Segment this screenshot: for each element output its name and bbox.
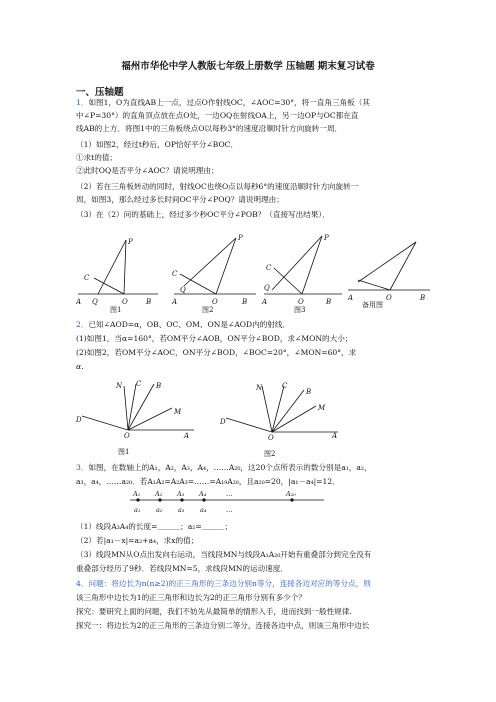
svg-text:M: M bbox=[174, 408, 182, 416]
q1-line3: 线AB的上方．将图1中的三角板绕点O以每秒3°的速度沿顺时针方向旋转一周． bbox=[76, 124, 343, 133]
svg-text:O: O bbox=[298, 298, 304, 306]
q3-text-1: 如图，在数轴上的A₁，A₂，A₃，A₄，……A₂₀，这20个点所表示的数分别是a₁，a₂， bbox=[88, 463, 372, 472]
svg-text:A: A bbox=[262, 298, 268, 306]
q4-line2: 该三角形中边长为1的正三角形和边长为2的正三角形分别有多少个？ bbox=[76, 593, 306, 602]
q1-sub3: （3）在（2）问的基础上，经过多少秒OC平分∠POB？（直接写出结果）． bbox=[76, 210, 330, 219]
q1-sub2b: 周，如图3，那么经过多长时间OC平分∠POQ？请说明理由； bbox=[76, 195, 284, 204]
q3-sub2: （2）若|a₁－x|=a₂+a₄，求x的值； bbox=[76, 536, 199, 545]
svg-text:B: B bbox=[242, 298, 248, 306]
q1-text-1: 如图1，O为直线AB上一点，过点O作射线OC，∠AOC=30°，将一直角三角板（其 bbox=[88, 98, 370, 107]
value-label-a2: a₂ bbox=[156, 506, 163, 514]
svg-text:Q: Q bbox=[180, 286, 186, 294]
q1-sub1: （1）如图2，经过t秒后，OP恰好平分∠BOC． bbox=[76, 140, 239, 149]
q3-sub1: （1）线段A₃A₄的长度=＿＿＿；a₂=＿＿＿； bbox=[76, 522, 233, 531]
svg-text:D: D bbox=[220, 418, 226, 426]
svg-text:C: C bbox=[266, 264, 272, 272]
svg-text:Q: Q bbox=[264, 284, 270, 292]
value-label-ellipsis: … bbox=[226, 506, 233, 514]
q4-number: 4． bbox=[76, 579, 89, 588]
svg-text:D: D bbox=[76, 416, 82, 424]
svg-text:O: O bbox=[122, 298, 128, 306]
svg-text:O: O bbox=[386, 294, 392, 302]
number-line bbox=[128, 488, 328, 518]
q3-number: 3． bbox=[76, 463, 89, 472]
svg-text:A: A bbox=[332, 432, 338, 440]
value-label-a4: a₄ bbox=[200, 506, 207, 514]
svg-text:A: A bbox=[172, 298, 178, 306]
q1-sub1b: ②此时OQ是否平分∠AOC？请说明理由； bbox=[76, 166, 219, 175]
svg-text:P: P bbox=[324, 234, 329, 242]
q3-sub3a: （3）线段MN从O点出发向右运动，当线段MN与线段A₁A₂₀开始有重叠部分到完全没有 bbox=[76, 550, 372, 559]
q4-text-1: 问题：将边长为n(n≥2)的正三角形的三条边分别n等分，连接各边对应的等分点，则 bbox=[88, 579, 371, 588]
svg-text:Q: Q bbox=[92, 298, 98, 306]
q1-sub2a: （2）若在三角板转动的同时，射线OC也绕O点以每秒6°的速度沿顺时针方向旋转一 bbox=[76, 182, 359, 191]
axis-label-a1: A₁ bbox=[133, 490, 141, 498]
q2-text-1: 已知∠AOD=α，OB、OC、OM、ON是∠AOD内的射线． bbox=[88, 320, 291, 329]
q1-figures bbox=[76, 232, 436, 314]
axis-label-a2: A₂ bbox=[155, 490, 163, 498]
axis-label-a20: A₂₀ bbox=[286, 490, 296, 498]
value-label-a3: a₃ bbox=[178, 506, 185, 514]
fig2-caption: 图2 bbox=[202, 306, 214, 314]
svg-text:P: P bbox=[238, 234, 243, 242]
spare-fig-caption: 备用图 bbox=[362, 301, 383, 309]
q2-line3: (2)如图2，若OM平分∠AOC，ON平分∠BOD，∠BOC=20°，∠MON=60°，求 bbox=[76, 348, 357, 357]
q1-number: 1． bbox=[76, 98, 89, 107]
svg-text:A: A bbox=[348, 294, 354, 302]
fig1-label-a: A bbox=[76, 298, 82, 306]
axis-label-ellipsis: … bbox=[226, 490, 233, 498]
q3-sub3b: 重叠部分经历了9秒．若线段MN=5，求线段MN的运动速度． bbox=[76, 564, 288, 573]
section-heading: 一、压轴题 bbox=[76, 87, 124, 98]
svg-text:M: M bbox=[318, 404, 326, 412]
svg-text:C: C bbox=[282, 382, 288, 390]
svg-text:B: B bbox=[146, 298, 152, 306]
svg-text:N: N bbox=[116, 382, 123, 390]
svg-text:P: P bbox=[128, 238, 133, 246]
axis-label-a4: A₄ bbox=[199, 490, 207, 498]
q2-fig1-caption: 图1 bbox=[118, 448, 130, 456]
svg-text:B: B bbox=[306, 388, 312, 396]
q1-line2: 中∠P=30°）的直角顶点放在点O处，一边OQ在射线OA上，另一边OP与OC都在直 bbox=[76, 111, 359, 120]
q1-sub1a: ①求t的值； bbox=[76, 153, 118, 162]
q2-fig2-caption: 图2 bbox=[264, 450, 276, 458]
q2-line4: α． bbox=[76, 362, 89, 371]
q2-line2: (1)如图1，当α=160°，若OM平分∠AOB，ON平分∠BOD，求∠MON的大小； bbox=[76, 334, 353, 343]
svg-text:C: C bbox=[136, 380, 142, 388]
fig3-caption: 图3 bbox=[294, 306, 306, 314]
svg-text:B: B bbox=[326, 298, 332, 306]
q3-line2: a₃，a₄，……a₂₀．若A₁A₂=A₂A₃=……=A₁₉A₂₀，且a₂₀=20，|a₁－a₄|=12． bbox=[76, 477, 340, 486]
svg-text:C: C bbox=[84, 274, 90, 282]
svg-text:B: B bbox=[156, 382, 162, 390]
svg-text:B: B bbox=[420, 294, 426, 302]
svg-text:C: C bbox=[172, 270, 178, 278]
svg-text:N: N bbox=[256, 384, 263, 392]
value-label-a1: a₁ bbox=[134, 506, 141, 514]
svg-text:A: A bbox=[184, 432, 190, 440]
svg-text:O: O bbox=[124, 432, 130, 440]
q3-line1 bbox=[76, 461, 426, 474]
q2-number: 2． bbox=[76, 320, 89, 329]
fig1-caption: 图1 bbox=[110, 306, 122, 314]
q1-line1 bbox=[76, 96, 426, 109]
svg-text:O: O bbox=[212, 298, 218, 306]
axis-label-a3: A₃ bbox=[177, 490, 185, 498]
q2-line1 bbox=[76, 318, 426, 331]
document-title: 福州市华伦中学人教版七年级上册数学 压轴题 期末复习试卷 bbox=[121, 61, 375, 72]
q4-line4: 探究一：将边长为2的正三角形的三条边分别二等分，连接各边中点，则该三角形中边长 bbox=[76, 621, 370, 630]
q4-line1 bbox=[76, 577, 426, 590]
q4-line3: 探究：要研究上面的问题，我们不妨先从最简单的情形入手，进而找到一般性规律. bbox=[76, 607, 352, 616]
q2-figures bbox=[76, 376, 416, 460]
svg-text:O: O bbox=[268, 434, 274, 442]
